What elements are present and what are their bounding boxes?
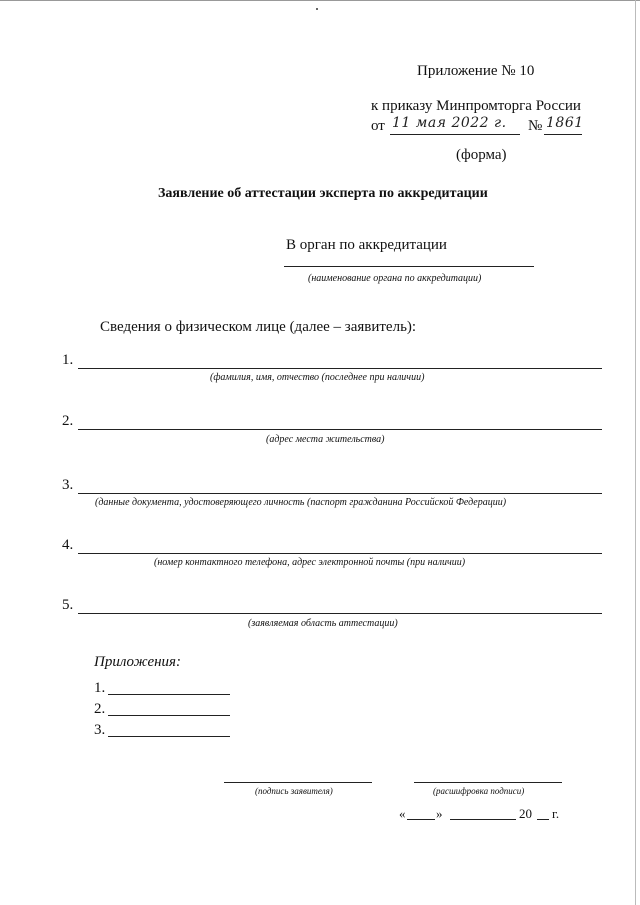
field-3-caption: (данные документа, удостоверяющего личность (паспорт гражданина Российской Федерации) [95,497,507,508]
scan-speck [316,8,318,10]
date-open-quote: « [399,806,406,821]
field-2-caption: (адрес места жительства) [266,434,385,445]
signature-decode-line [414,782,562,783]
order-reference: к приказу Минпромторга России [371,98,581,114]
attachment-1-number: 1. [94,680,106,696]
order-no-label: № [528,118,543,134]
attachment-3-number: 3. [94,722,106,738]
date-day-line [407,819,435,820]
field-1-caption: (фамилия, имя, отчество (последнее при наличии) [210,372,425,383]
field-5-number: 5. [62,597,74,613]
field-3-line [78,493,602,494]
field-1-line [78,368,602,369]
order-no-handwritten: 1861 [546,115,584,131]
date-year-suffix: г. [552,806,560,821]
appendix-number: Приложение № 10 [417,63,535,79]
attachment-2-number: 2. [94,701,106,717]
signature-decode-caption: (расшифровка подписи) [433,786,525,796]
addressee-caption: (наименование органа по аккредитации) [308,273,482,284]
field-2-number: 2. [62,413,74,429]
date-month-line [450,819,516,820]
addressee-line [284,266,534,267]
addressee-label: В орган по аккредитации [286,237,447,253]
field-5-caption: (заявляемая область аттестации) [248,618,398,629]
applicant-intro: Сведения о физическом лице (далее – заявитель): [100,319,417,335]
date-close-quote: » [436,806,443,821]
field-4-number: 4. [62,537,74,553]
scan-top-edge [0,0,640,1]
field-5-line [78,613,602,614]
field-3-number: 3. [62,477,74,493]
attachment-2-line [108,715,230,716]
date-year-prefix: 20 [519,806,532,821]
document-title: Заявление об аттестации эксперта по аккредитации [158,186,488,201]
field-4-caption: (номер контактного телефона, адрес электронной почты (при наличии) [154,557,466,568]
order-no-line [544,134,582,135]
scan-right-edge [635,0,636,905]
order-from-label: от [371,118,385,134]
order-date-line [390,134,520,135]
form-label: (форма) [456,147,507,163]
signature-line [224,782,372,783]
attachment-3-line [108,736,230,737]
date-year-line [537,819,549,820]
field-1-number: 1. [62,352,74,368]
attachments-title: Приложения: [94,654,182,670]
field-4-line [78,553,602,554]
order-date-handwritten: 11 мая 2022 г. [392,115,507,131]
signature-caption: (подпись заявителя) [255,786,333,796]
field-2-line [78,429,602,430]
attachment-1-line [108,694,230,695]
